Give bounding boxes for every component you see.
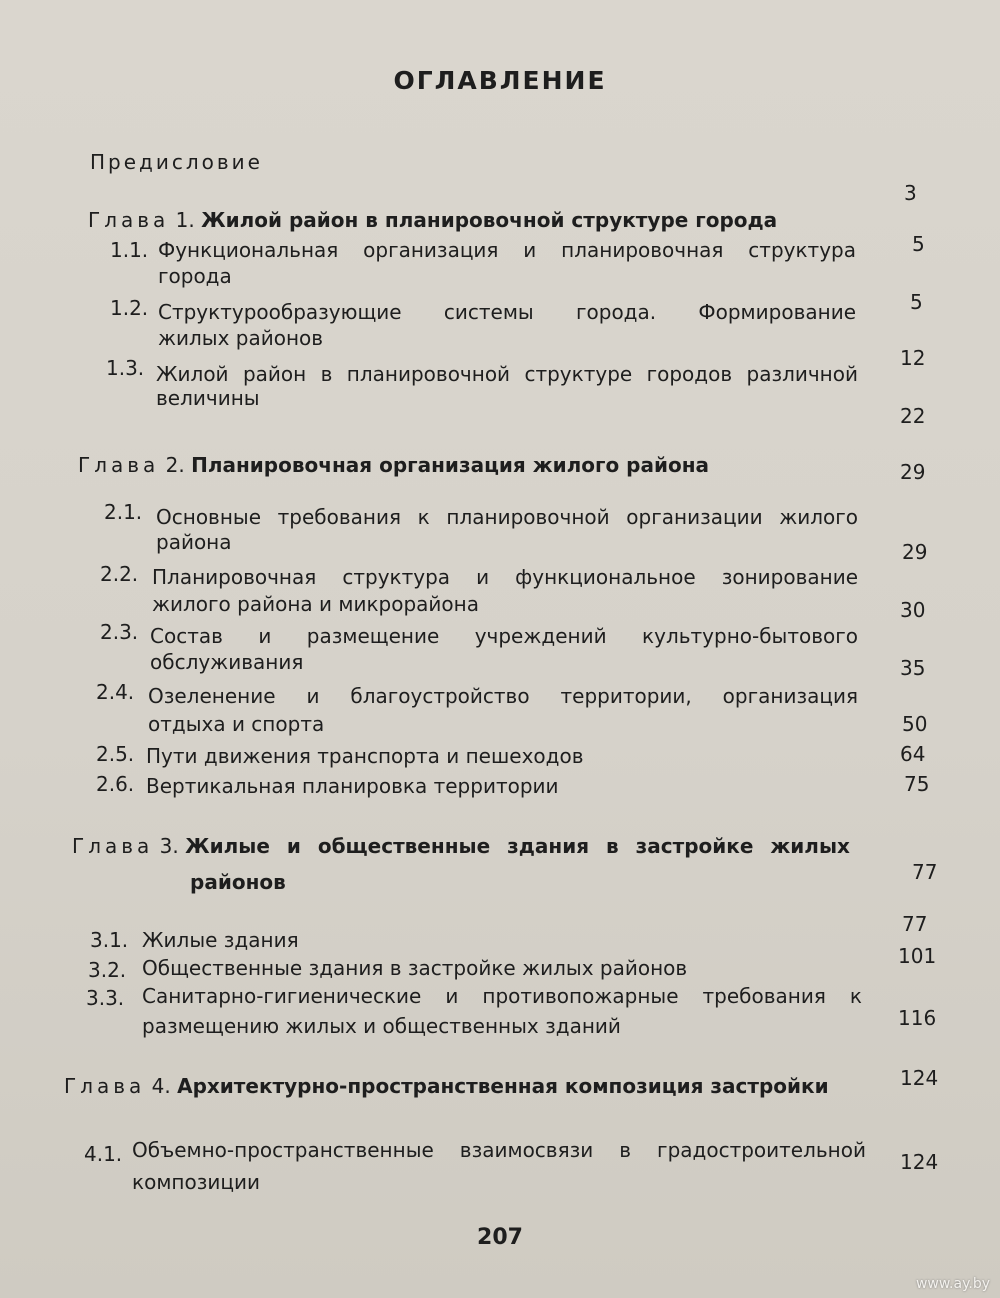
section-num: 2.4.: [96, 680, 135, 704]
section-title: Основные требования к планировочной организации жилого: [156, 505, 858, 529]
chapter-title: Архитектурно-пространственная композиция застройки: [177, 1074, 829, 1098]
chapter-1-page: 5: [912, 232, 925, 256]
section-title-cont: величины: [156, 386, 260, 410]
section-title-cont: жилых районов: [158, 326, 324, 350]
section-num: 2.2.: [100, 562, 139, 586]
section-num: 1.2.: [110, 296, 149, 320]
section-title: Общественные здания в застройке жилых районов: [142, 956, 688, 980]
section-num: 2.3.: [100, 620, 139, 644]
section-title: Состав и размещение учреждений культурно-бытового: [150, 624, 858, 648]
section-page: 29: [902, 540, 928, 564]
section-title: Жилой район в планировочной структуре городов различной: [156, 362, 858, 386]
section-title: Планировочная структура и функциональное зонирование: [152, 565, 858, 589]
section-title-cont: композиции: [132, 1170, 260, 1194]
section-num: 2.5.: [96, 742, 135, 766]
watermark: www.ay.by: [915, 1276, 990, 1292]
section-num: 4.1.: [84, 1142, 123, 1166]
section-title-cont: жилого района и микрорайона: [152, 592, 479, 616]
section-title-cont: района: [156, 530, 232, 554]
preface-page: 3: [904, 181, 917, 205]
section-title: Структурообразующие системы города. Формирование: [158, 300, 856, 324]
section-page: 77: [902, 912, 928, 936]
chapter-title: Жилой район в планировочной структуре города: [201, 208, 778, 232]
chapter-word: Глава: [88, 208, 170, 232]
section-title: Пути движения транспорта и пешеходов: [146, 744, 584, 768]
section-num: 3.2.: [88, 958, 127, 982]
chapter-4-page: 124: [900, 1066, 939, 1090]
preface-label: Предисловие: [90, 150, 263, 174]
chapter-number: 3.: [159, 834, 179, 858]
page-number: 207: [477, 1225, 523, 1250]
section-page: 12: [900, 346, 926, 370]
chapter-title: Жилые и общественные здания в застройке жилых: [185, 834, 850, 858]
section-num: 3.3.: [86, 986, 125, 1010]
section-page: 35: [900, 656, 926, 680]
chapter-word: Глава: [64, 1074, 146, 1098]
section-page: 5: [910, 290, 923, 314]
section-title: Функциональная организация и планировочная структура: [158, 238, 856, 262]
section-title: Жилые здания: [142, 928, 299, 952]
chapter-3-title-cont: районов: [190, 870, 286, 894]
section-num: 1.1.: [110, 238, 149, 262]
chapter-3-page: 77: [912, 860, 938, 884]
section-page: 116: [898, 1006, 937, 1030]
section-title-cont: города: [158, 264, 232, 288]
chapter-number: 1.: [175, 208, 195, 232]
section-page: 30: [900, 598, 926, 622]
chapter-number: 2.: [165, 453, 185, 477]
chapter-number: 4.: [151, 1074, 171, 1098]
page-title: ОГЛАВЛЕНИЕ: [393, 66, 607, 95]
section-page: 50: [902, 712, 928, 736]
section-title-cont: размещению жилых и общественных зданий: [142, 1014, 621, 1038]
section-title: Вертикальная планировка территории: [146, 774, 559, 798]
section-title-cont: отдыха и спорта: [148, 712, 325, 736]
chapter-word: Глава: [78, 453, 160, 477]
section-page: 22: [900, 404, 926, 428]
section-num: 2.6.: [96, 772, 135, 796]
section-title: Санитарно-гигиенические и противопожарные требования к: [142, 984, 862, 1008]
chapter-word: Глава: [72, 834, 154, 858]
section-title-cont: обслуживания: [150, 650, 304, 674]
section-num: 2.1.: [104, 500, 143, 524]
section-page: 101: [898, 944, 937, 968]
chapter-2-page: 29: [900, 460, 926, 484]
section-num: 1.3.: [106, 356, 145, 380]
chapter-2-heading: [78, 453, 709, 477]
chapter-1-heading: [88, 208, 777, 232]
section-page: 64: [900, 742, 926, 766]
section-title: Объемно-пространственные взаимосвязи в градостроительной: [132, 1138, 866, 1162]
section-page: 75: [904, 772, 930, 796]
chapter-3-heading: [72, 834, 862, 858]
section-num: 3.1.: [90, 928, 129, 952]
section-page: 124: [900, 1150, 939, 1174]
chapter-title: Планировочная организация жилого района: [191, 453, 710, 477]
chapter-4-heading: [64, 1074, 866, 1098]
section-title: Озеленение и благоустройство территории, организация: [148, 684, 858, 708]
